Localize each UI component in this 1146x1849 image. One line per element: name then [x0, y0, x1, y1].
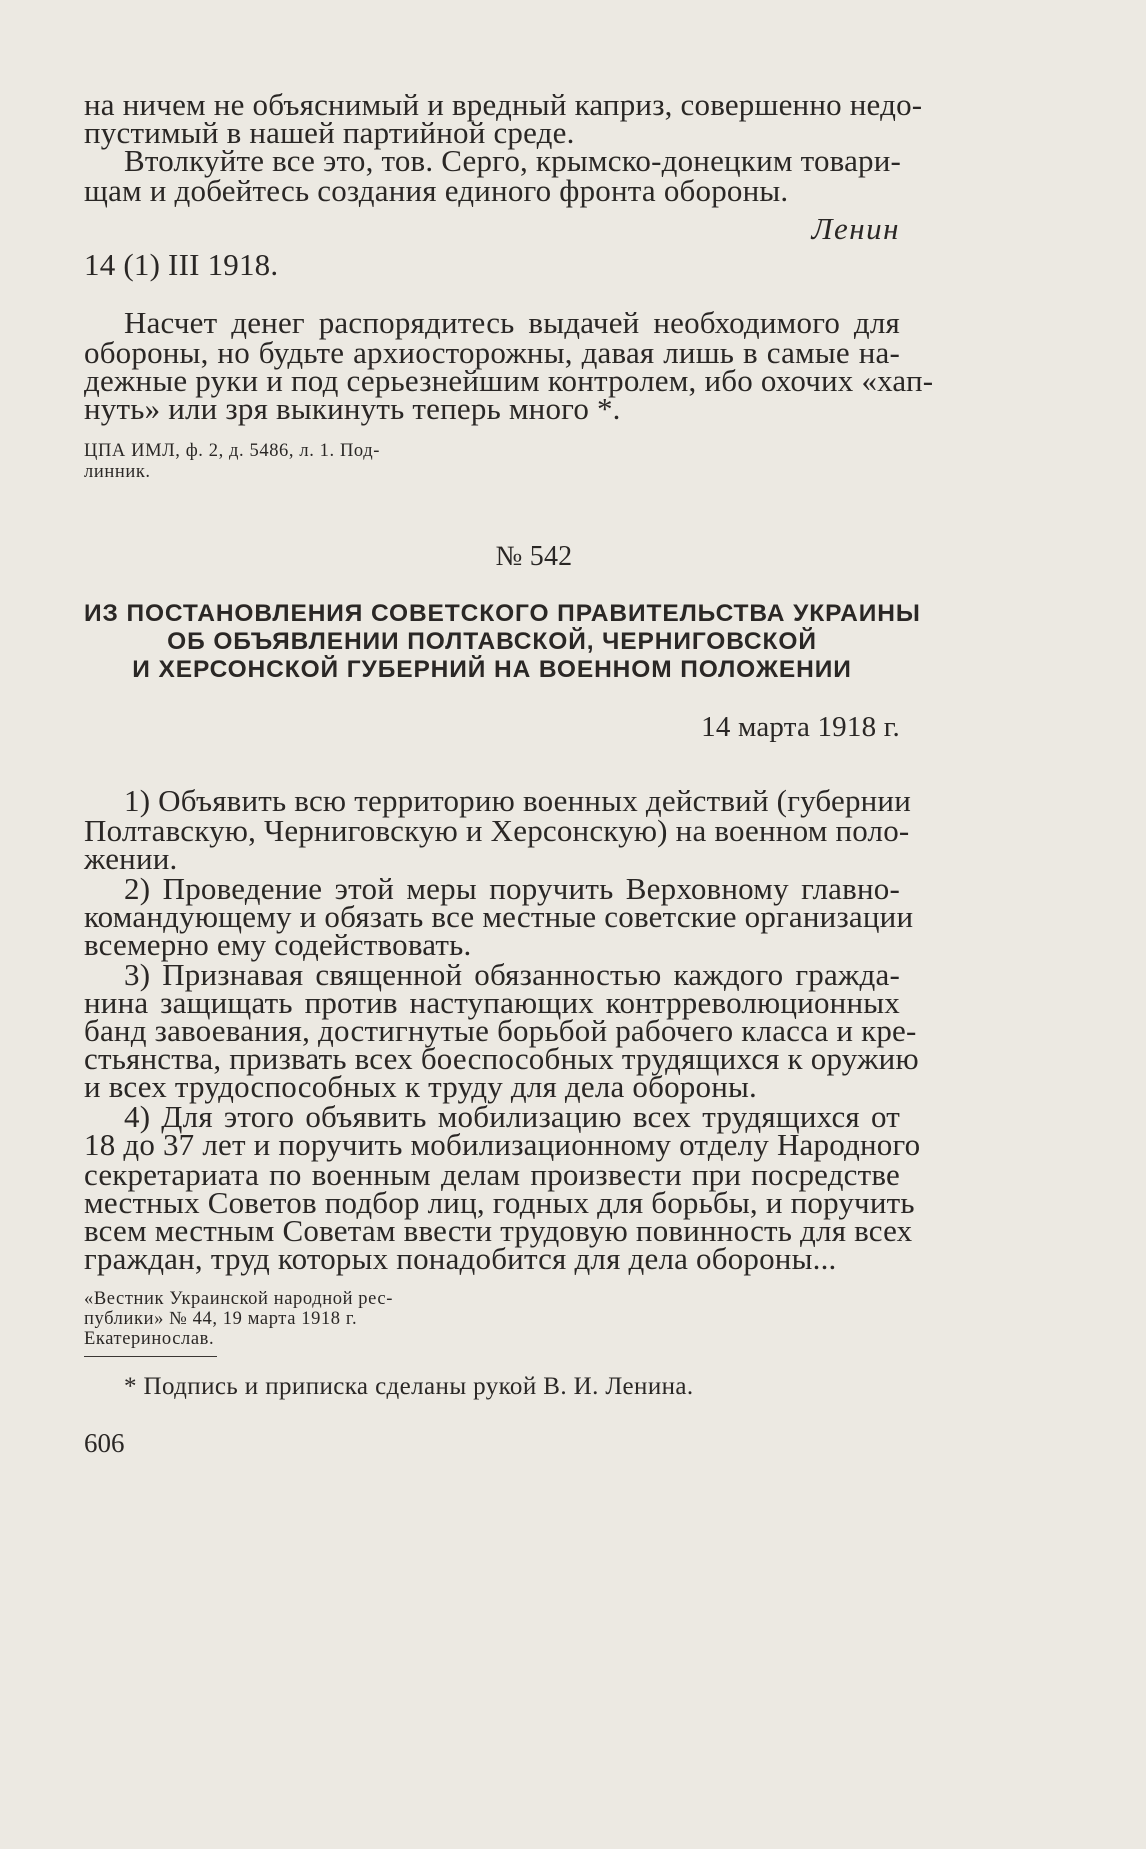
- body-line: 18 до 37 лет и поручить мобилизационному отделу Народного: [84, 1127, 921, 1162]
- publication-source-line: публики» № 44, 19 марта 1918 г.: [84, 1309, 358, 1329]
- body-line: и всех трудоспособных к труду для дела обороны.: [84, 1069, 757, 1104]
- letter-line: на ничем не объяснимый и вредный каприз, совершенно недо-: [84, 87, 923, 122]
- postscript-line: нуть» или зря выкинуть теперь много *.: [84, 391, 621, 426]
- archive-source-line: линник.: [84, 462, 151, 482]
- body-line: всем местным Советам ввести трудовую повинность для всех: [84, 1213, 913, 1248]
- body-line: 1) Объявить всю территорию военных действий (губернии: [124, 783, 912, 818]
- letter-line: Втолкуйте все это, тов. Серго, крымско-донецким товари-: [124, 143, 902, 178]
- postscript-line: обороны, но будьте архиосторожны, давая лишь в самые на-: [84, 335, 900, 370]
- body-line: 2) Проведение этой меры поручить Верховному главно-: [124, 871, 900, 906]
- postscript-line: дежные руки и под серьезнейшим контролем, ибо охочих «хап-: [84, 363, 934, 398]
- body-line: командующему и обязать все местные советские организации: [84, 899, 914, 934]
- document-date: 14 марта 1918 г.: [701, 711, 900, 743]
- page-number: 606: [84, 1428, 125, 1458]
- body-line: банд завоевания, достигнутые борьбой рабочего класса и кре-: [84, 1013, 917, 1048]
- body-line: местных Советов подбор лиц, годных для борьбы, и поручить: [84, 1185, 915, 1220]
- body-line: граждан, труд которых понадобится для дела обороны...: [84, 1241, 837, 1276]
- publication-source-line: «Вестник Украинской народной рес-: [84, 1289, 393, 1309]
- archive-source-line: ЦПА ИМЛ, ф. 2, д. 5486, л. 1. Под-: [84, 441, 380, 461]
- document-title-line: ИЗ ПОСТАНОВЛЕНИЯ СОВЕТСКОГО ПРАВИТЕЛЬСТВА УКРАИНЫ: [84, 600, 921, 627]
- publication-source-line: Екатеринослав.: [84, 1329, 215, 1349]
- body-line: секретариата по военным делам произвести при посредстве: [84, 1157, 900, 1192]
- letter-date: 14 (1) III 1918.: [84, 247, 279, 282]
- document-title-line: ОБ ОБЪЯВЛЕНИИ ПОЛТАВСКОЙ, ЧЕРНИГОВСКОЙ: [167, 628, 817, 655]
- body-line: жении.: [84, 841, 178, 876]
- document-title-line: И ХЕРСОНСКОЙ ГУБЕРНИЙ НА ВОЕННОМ ПОЛОЖЕНИИ: [132, 656, 852, 683]
- letter-line: щам и добейтесь создания единого фронта обороны.: [84, 173, 789, 208]
- body-line: 3) Признавая священной обязанностью каждого гражда-: [124, 957, 900, 992]
- footnote: * Подпись и приписка сделаны рукой В. И. Ленина.: [124, 1373, 694, 1400]
- body-line: стьянства, призвать всех боеспособных трудящихся к оружию: [84, 1041, 919, 1076]
- footnote-rule: [84, 1356, 217, 1357]
- body-line: нина защищать против наступающих контрреволюционных: [84, 985, 900, 1020]
- document-number: № 542: [495, 541, 573, 572]
- body-line: всемерно ему содействовать.: [84, 927, 472, 962]
- body-line: 4) Для этого объявить мобилизацию всех трудящихся от: [124, 1099, 900, 1134]
- letter-line: пустимый в нашей партийной среде.: [84, 115, 575, 150]
- signature: Ленин: [811, 211, 900, 246]
- body-line: Полтавскую, Черниговскую и Херсонскую) на военном поло-: [84, 813, 910, 848]
- postscript-line: Насчет денег распорядитесь выдачей необходимого для: [124, 305, 900, 340]
